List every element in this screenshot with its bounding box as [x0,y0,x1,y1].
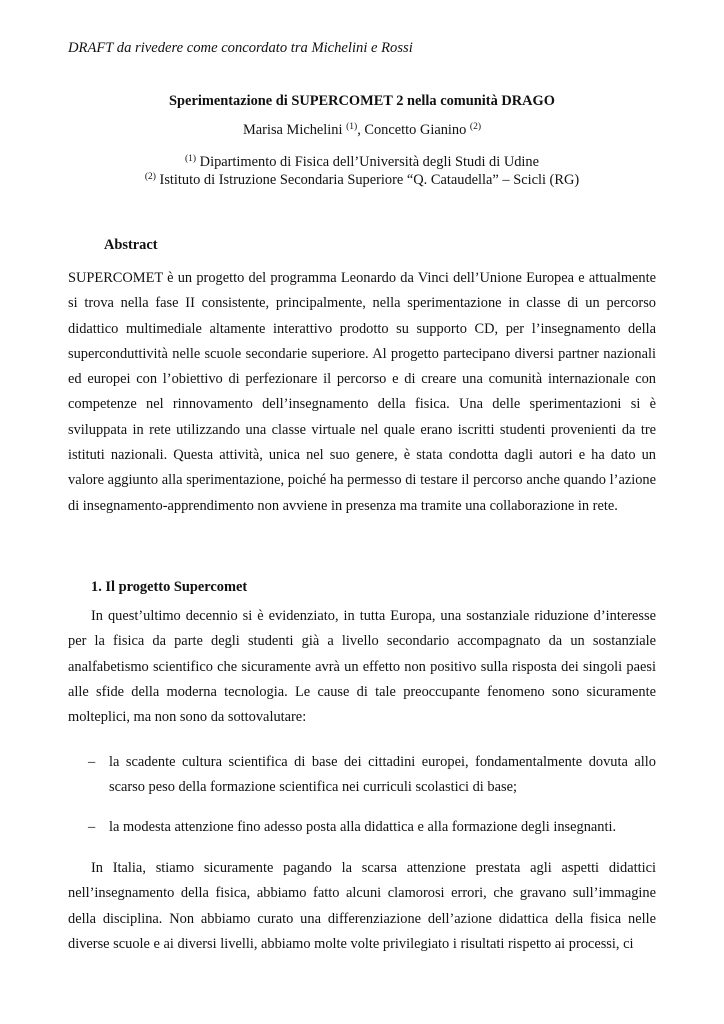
section-heading: 1. Il progetto Supercomet [91,579,248,595]
draft-note: DRAFT da rivedere come concordato tra Michelini e Rossi [68,40,413,56]
affiliation-mark: (2) [469,122,481,132]
body-paragraph: In quest’ultimo decennio si è evidenziato, in tutta Europa, una sostanziale riduzione d’interesse per la fisica da parte degli studenti già a livello secondario accompagnato da un sostanziale analfabetismo scientifico che sicuramente avrà un effetto non positivo sulla risposta dei singoli paesi alle sfide della moderna tecnologia. Le cause di tale preoccupante fenomeno sono sicuramente molteplici, ma non sono da sottovalutare: [68,608,656,726]
affiliation-mark: (2) [144,172,156,182]
affiliation-line [0,154,724,171]
paper-title: Sperimentazione di SUPERCOMET 2 nella comunità DRAGO [169,93,555,109]
affiliation-mark: (1) [346,122,358,132]
author-name: Concetto Gianino [364,122,467,138]
affiliation-mark: (1) [184,154,197,164]
bullet-item [68,815,656,840]
affiliation-line [0,172,724,189]
body-paragraph: In Italia, stiamo sicuramente pagando la scarsa attenzione prestata agli aspetti didattici nell’insegnamento della fisica, abbiamo fatto alcuni clamorosi errori, che gravano sull’immagine della disciplina. Non abbiamo curato una differenziazione dell’azione didattica della fisica nelle diverse scuole e ai diversi livelli, abbiamo molte volte privilegiato i risultati rispetto ai processi, ci [68,860,656,952]
bullet-list [68,815,656,840]
bullet-text: la modesta attenzione fino adesso posta alla didattica e alla formazione degli insegnanti. [109,819,617,835]
bullet-dash: – [88,754,96,770]
bullet-text: la scadente cultura scientifica di base dei cittadini europei, fondamentalmente dovuta allo scarso peso della formazione scientifica nei curriculi scolastici di base; [109,754,656,796]
abstract-paragraph: SUPERCOMET è un progetto del programma Leonardo da Vinci dell’Unione Europea e attualmente si trova nella fase II consistente, principalmente, nella sperimentazione in classe di un percorso didattico multimediale altamente interattivo prodotto su supporto CD, per l’insegnamento della superconduttività nelle scuole secondarie superiore. Al progetto partecipano diversi partner nazionali ed europei con l’obiettivo di perfezionare il percorso e di creare una comunità internazionale con competenze nel rinnovamento dell’insegnamento della fisica. Una delle sperimentazioni si è sviluppata in rete utilizzando una classe virtuale nel quale erano iscritti studenti provenienti da tre istituti nazionali. Questa attività, unica nel suo genere, è stata condotta dagli autori e ha dato un valore aggiunto alla sperimentazione, poiché ha permesso di testare il percorso anche quando l’azione di insegnamento-apprendimento non avviene in presenza ma tramite una collaborazione in rete. [68,270,656,514]
bullet-list [68,750,656,801]
affiliation-text: Dipartimento di Fisica dell’Università degli Studi di Udine [199,154,539,170]
bullet-item [68,750,656,801]
abstract-heading: Abstract [104,237,158,253]
affiliation-text: Istituto di Istruzione Secondaria Superiore “Q. Cataudella” – Scicli (RG) [159,172,580,188]
author-name: Marisa Michelini [242,122,343,138]
bullet-dash: – [88,819,96,835]
author-separator: , [357,122,365,138]
author-line [0,122,724,139]
